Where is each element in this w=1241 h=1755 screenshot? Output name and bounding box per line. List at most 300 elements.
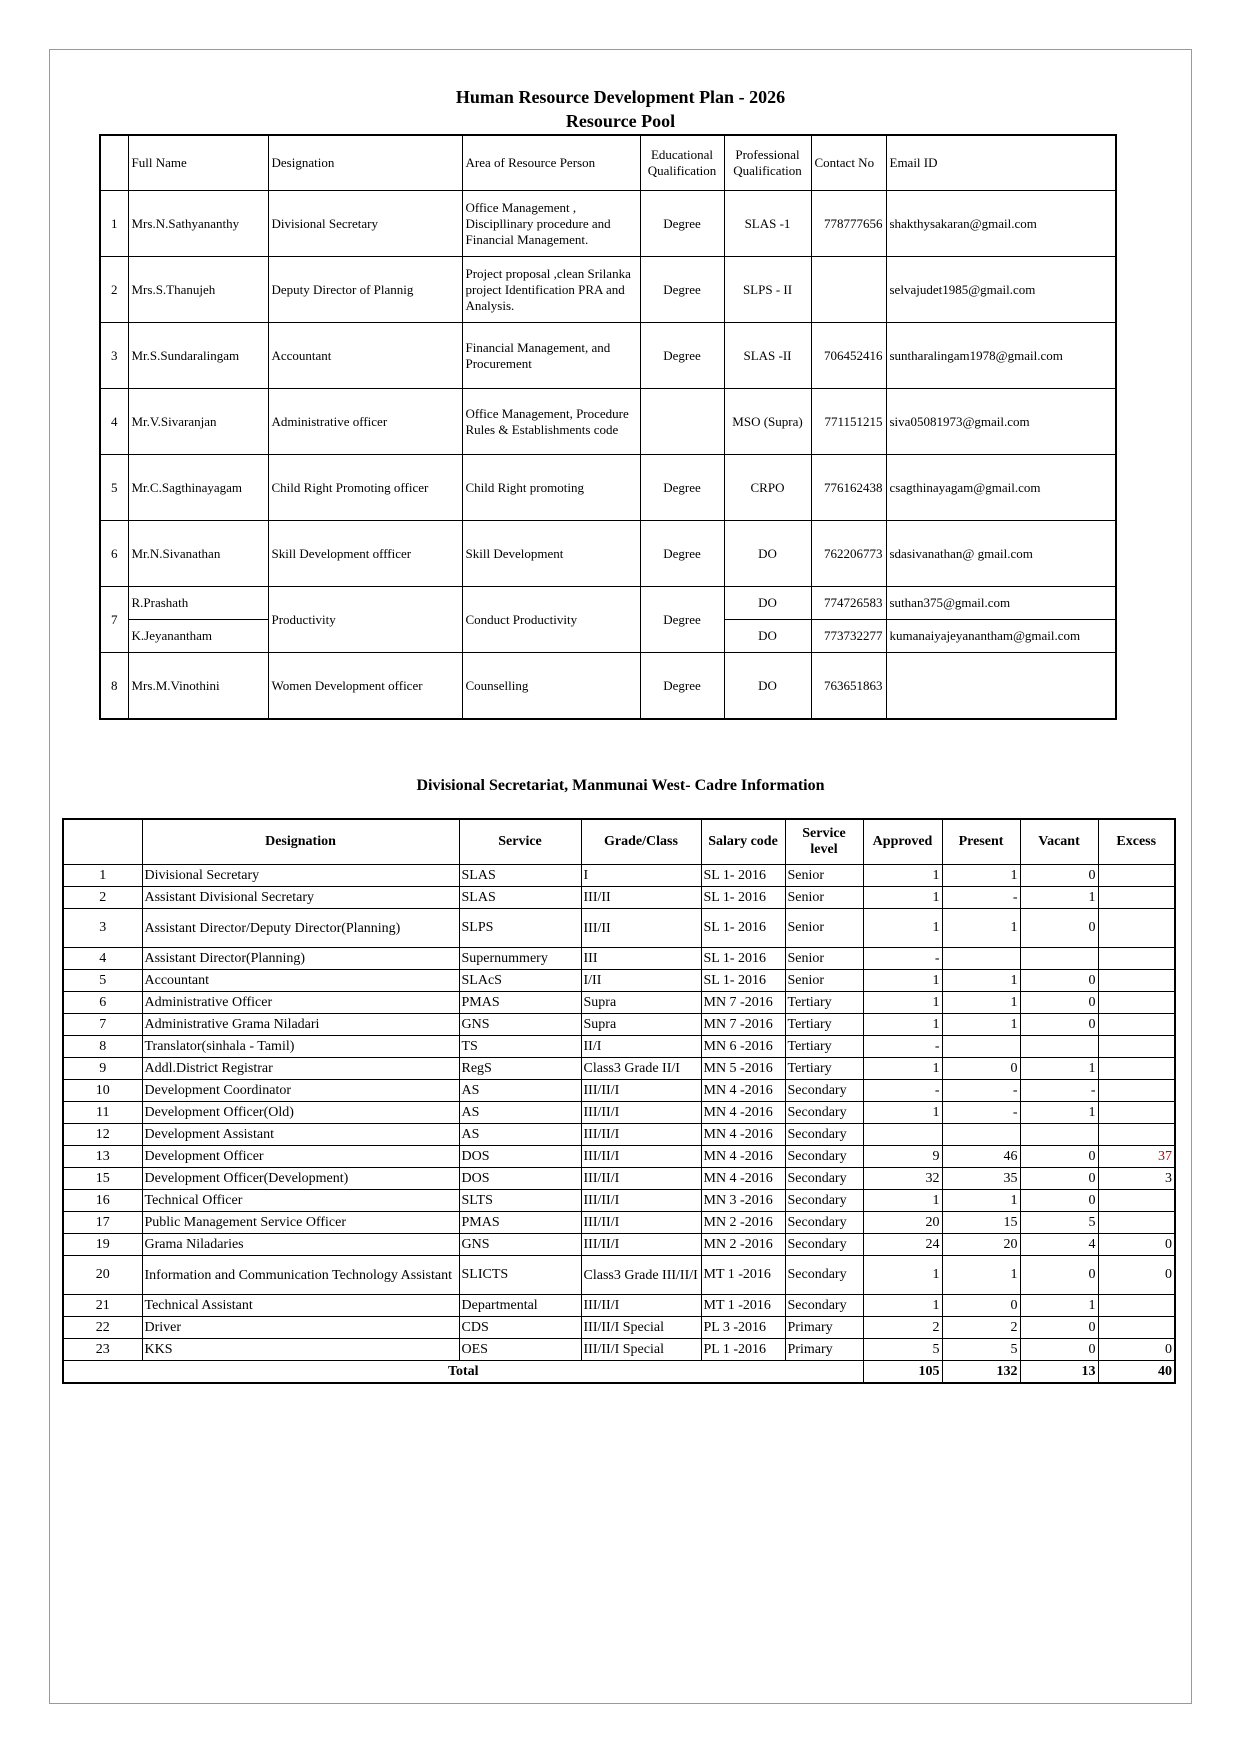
cell-contact: 762206773 [811,521,886,587]
cell-service: OES [459,1339,581,1361]
cell-salary-code: MN 4 -2016 [701,1102,785,1124]
cell-edu: Degree [640,521,724,587]
cell-name: R.Prashath [128,587,268,620]
cell-vacant: - [1020,1080,1098,1102]
cadre-row [63,1168,1175,1190]
cell-service-level: Secondary [785,1168,863,1190]
cell-present: 1 [942,970,1020,992]
cell-service-level: Senior [785,865,863,887]
cell-email: selvajudet1985@gmail.com [886,257,1116,323]
total-label: Total [63,1361,863,1384]
cadre-row [63,887,1175,909]
cell-no: 12 [63,1124,142,1146]
total-excess: 40 [1098,1361,1175,1384]
cell-approved: 1 [863,1295,942,1317]
cell-excess [1098,909,1175,948]
cell-designation: Public Management Service Officer [142,1212,459,1234]
cell-approved: 1 [863,992,942,1014]
cell-no: 1 [63,865,142,887]
cell-approved: 9 [863,1146,942,1168]
cell-vacant: 0 [1020,865,1098,887]
cell-service: GNS [459,1234,581,1256]
cell-designation: Information and Communication Technology Assistant [142,1256,459,1295]
cell-area: Conduct Productivity [462,587,640,653]
cell-prof: MSO (Supra) [724,389,811,455]
cell-name: Mr.N.Sivanathan [128,521,268,587]
document-subtitle: Resource Pool [565,111,676,131]
cell-name: Mr.S.Sundaralingam [128,323,268,389]
cell-approved: 1 [863,1190,942,1212]
cell-approved: 1 [863,909,942,948]
cell-name: Mr.C.Sagthinayagam [128,455,268,521]
cell-service-level: Senior [785,970,863,992]
cadre-row [63,1080,1175,1102]
cell-designation: Assistant Divisional Secretary [142,887,459,909]
cadre-row [63,1102,1175,1124]
total-present: 132 [942,1361,1020,1384]
cell-grade: I [581,865,701,887]
cadre-row [63,909,1175,948]
cadre-row [63,865,1175,887]
cell-no: 7 [100,587,128,653]
pool-row [100,389,1116,455]
cell-no: 20 [63,1256,142,1295]
cell-excess [1098,992,1175,1014]
cell-designation: Driver [142,1317,459,1339]
cell-salary-code: SL 1- 2016 [701,887,785,909]
cell-approved: 1 [863,970,942,992]
cell-designation: KKS [142,1339,459,1361]
cell-edu: Degree [640,455,724,521]
cadre-total-row [63,1361,1175,1384]
cell-vacant [1020,948,1098,970]
cell-service-level: Primary [785,1317,863,1339]
cell-service-level: Senior [785,909,863,948]
cell-excess [1098,1102,1175,1124]
cell-present [942,1036,1020,1058]
cadre-header-present: Present [942,819,1020,865]
cell-designation: Technical Assistant [142,1295,459,1317]
cell-no: 5 [100,455,128,521]
cadre-header-designation: Designation [142,819,459,865]
cell-approved: 1 [863,1102,942,1124]
cell-salary-code: MN 4 -2016 [701,1080,785,1102]
cell-name: Mrs.S.Thanujeh [128,257,268,323]
cell-designation: Divisional Secretary [142,865,459,887]
cell-excess [1098,948,1175,970]
cell-present: 2 [942,1317,1020,1339]
cell-no: 9 [63,1058,142,1080]
cell-service-level: Secondary [785,1295,863,1317]
cadre-table [62,818,1176,1384]
cell-no: 3 [63,909,142,948]
cell-service-level: Secondary [785,1234,863,1256]
cell-service: DOS [459,1146,581,1168]
total-vacant: 13 [1020,1361,1098,1384]
cell-no: 2 [63,887,142,909]
cell-present: 1 [942,1014,1020,1036]
cell-vacant: 0 [1020,1317,1098,1339]
cadre-row [63,1036,1175,1058]
cell-present: - [942,1102,1020,1124]
cell-excess [1098,1014,1175,1036]
resource-pool-table [99,134,1117,720]
cell-present: 1 [942,992,1020,1014]
cell-designation: Translator(sinhala - Tamil) [142,1036,459,1058]
cadre-title: Divisional Secretariat, Manmunai West- Cadre Information [416,777,825,794]
cell-vacant: 0 [1020,1014,1098,1036]
cell-service: PMAS [459,1212,581,1234]
cell-service: Supernummery [459,948,581,970]
cadre-row [63,1014,1175,1036]
cell-service-level: Senior [785,887,863,909]
cell-grade: Supra [581,992,701,1014]
pool-row [100,191,1116,257]
cell-salary-code: MN 4 -2016 [701,1146,785,1168]
cell-area: Project proposal ,clean Srilanka project Identification PRA and Analysis. [462,257,640,323]
cell-present: 0 [942,1058,1020,1080]
cell-service: GNS [459,1014,581,1036]
pool-header-contact: Contact No [811,135,886,191]
cell-no: 4 [100,389,128,455]
cell-excess [1098,1080,1175,1102]
cell-designation: Productivity [268,587,462,653]
cell-designation: Deputy Director of Plannig [268,257,462,323]
cell-present: 1 [942,1256,1020,1295]
cell-no: 4 [63,948,142,970]
pool-row-7a [100,587,1116,620]
cell-grade: III/II/I Special [581,1339,701,1361]
cell-present: 0 [942,1295,1020,1317]
cell-grade: III/II/I [581,1080,701,1102]
cadre-header-service: Service [459,819,581,865]
cell-no: 8 [100,653,128,720]
cell-edu [640,389,724,455]
document-title: Human Resource Development Plan - 2026 [455,87,786,107]
cell-no: 17 [63,1212,142,1234]
cell-service: CDS [459,1317,581,1339]
cell-contact: 776162438 [811,455,886,521]
pool-row-8 [100,653,1116,720]
cell-excess [1098,1058,1175,1080]
cell-no: 13 [63,1146,142,1168]
cell-grade: III/II/I [581,1295,701,1317]
cell-name: K.Jeyanantham [128,620,268,653]
cell-vacant: 0 [1020,1339,1098,1361]
cell-area: Skill Development [462,521,640,587]
cell-excess [1098,1124,1175,1146]
cell-designation: Development Officer(Old) [142,1102,459,1124]
cell-service: SLICTS [459,1256,581,1295]
cell-vacant: 1 [1020,1102,1098,1124]
cell-salary-code: MN 6 -2016 [701,1036,785,1058]
cell-present: 20 [942,1234,1020,1256]
cell-vacant: 0 [1020,1256,1098,1295]
cell-service-level: Secondary [785,1256,863,1295]
cell-vacant: 0 [1020,1146,1098,1168]
cell-service: PMAS [459,992,581,1014]
cell-present [942,1124,1020,1146]
cell-grade: III/II/I [581,1124,701,1146]
cell-email: suntharalingam1978@gmail.com [886,323,1116,389]
cadre-header-approved: Approved [863,819,942,865]
cell-vacant: 0 [1020,1190,1098,1212]
cell-approved: 1 [863,1014,942,1036]
cell-present: 35 [942,1168,1020,1190]
cell-excess [1098,1317,1175,1339]
cell-approved: - [863,948,942,970]
cell-grade: III/II/I [581,1190,701,1212]
cell-designation: Development Assistant [142,1124,459,1146]
cell-email: siva05081973@gmail.com [886,389,1116,455]
pool-row [100,521,1116,587]
cell-present: 1 [942,909,1020,948]
cell-designation: Technical Officer [142,1190,459,1212]
pool-row [100,455,1116,521]
cell-service: RegS [459,1058,581,1080]
pool-header-designation: Designation [268,135,462,191]
cell-designation: Accountant [268,323,462,389]
cell-service: SLPS [459,909,581,948]
cadre-row [63,1234,1175,1256]
cell-excess [1098,1190,1175,1212]
cell-excess: 3 [1098,1168,1175,1190]
cadre-row [63,1124,1175,1146]
cell-service-level: Secondary [785,1212,863,1234]
cell-approved: 5 [863,1339,942,1361]
cell-no: 11 [63,1102,142,1124]
cell-edu: Degree [640,323,724,389]
cadre-header-excess: Excess [1098,819,1175,865]
cell-service-level: Secondary [785,1146,863,1168]
cell-designation: Assistant Director(Planning) [142,948,459,970]
cell-area: Office Management, Procedure Rules & Establishments code [462,389,640,455]
cell-name: Mrs.N.Sathyananthy [128,191,268,257]
cell-approved: 1 [863,865,942,887]
cell-designation: Assistant Director/Deputy Director(Planning) [142,909,459,948]
cell-contact: 706452416 [811,323,886,389]
cell-contact: 773732277 [811,620,886,653]
cell-area: Counselling [462,653,640,720]
cell-service-level: Senior [785,948,863,970]
cell-excess [1098,1212,1175,1234]
pool-header-edu: Educational Qualification [640,135,724,191]
cell-name: Mr.V.Sivaranjan [128,389,268,455]
cell-edu: Degree [640,587,724,653]
cell-approved: 1 [863,1256,942,1295]
cell-approved: 1 [863,887,942,909]
cell-vacant: 0 [1020,1168,1098,1190]
cell-prof: DO [724,620,811,653]
cadre-row [63,1256,1175,1295]
cell-designation: Development Officer(Development) [142,1168,459,1190]
cell-name: Mrs.M.Vinothini [128,653,268,720]
cell-grade: I/II [581,970,701,992]
cell-area: Financial Management, and Procurement [462,323,640,389]
cell-salary-code: SL 1- 2016 [701,909,785,948]
pool-row [100,257,1116,323]
cell-approved: 24 [863,1234,942,1256]
cell-service: SLAS [459,865,581,887]
cell-salary-code: PL 3 -2016 [701,1317,785,1339]
pool-header-prof: Professional Qualification [724,135,811,191]
cell-grade: II/I [581,1036,701,1058]
cadre-row [63,1212,1175,1234]
cell-salary-code: MN 2 -2016 [701,1212,785,1234]
cell-present [942,948,1020,970]
cell-no: 16 [63,1190,142,1212]
cell-edu: Degree [640,191,724,257]
pool-header-email: Email ID [886,135,1116,191]
cell-email [886,653,1116,720]
cell-present: 1 [942,1190,1020,1212]
cell-prof: SLPS - II [724,257,811,323]
cell-area: Child Right promoting [462,455,640,521]
cell-service: AS [459,1124,581,1146]
cell-no: 6 [100,521,128,587]
cell-salary-code: MN 7 -2016 [701,992,785,1014]
cell-grade: Class3 Grade III/II/I [581,1256,701,1295]
cell-email: suthan375@gmail.com [886,587,1116,620]
cell-service: AS [459,1102,581,1124]
cell-prof: CRPO [724,455,811,521]
cell-edu: Degree [640,653,724,720]
cadre-row [63,1058,1175,1080]
cell-service: AS [459,1080,581,1102]
cadre-row [63,992,1175,1014]
cell-salary-code: MN 5 -2016 [701,1058,785,1080]
cell-edu: Degree [640,257,724,323]
cell-email: csagthinayagam@gmail.com [886,455,1116,521]
cell-service-level: Secondary [785,1124,863,1146]
cell-excess: 0 [1098,1234,1175,1256]
cell-approved [863,1124,942,1146]
cadre-header-level: Service level [785,819,863,865]
cell-prof: SLAS -II [724,323,811,389]
cell-present: 1 [942,865,1020,887]
cell-designation: Administrative Officer [142,992,459,1014]
cell-excess: 0 [1098,1256,1175,1295]
cell-email: sdasivanathan@ gmail.com [886,521,1116,587]
cell-contact: 771151215 [811,389,886,455]
cadre-row [63,1317,1175,1339]
cell-prof: DO [724,587,811,620]
cell-contact: 774726583 [811,587,886,620]
cell-no: 3 [100,323,128,389]
cell-email: shakthysakaran@gmail.com [886,191,1116,257]
cell-prof: DO [724,653,811,720]
cell-present: - [942,887,1020,909]
cell-excess: 0 [1098,1339,1175,1361]
cell-area: Office Management , Discipllinary procedure and Financial Management. [462,191,640,257]
cell-service-level: Tertiary [785,1036,863,1058]
cell-no: 21 [63,1295,142,1317]
cell-approved: 2 [863,1317,942,1339]
pool-header-no [100,135,128,191]
cell-vacant: 1 [1020,1058,1098,1080]
cell-designation: Women Development officer [268,653,462,720]
cell-grade: III/II/I [581,1234,701,1256]
cadre-row [63,948,1175,970]
cell-salary-code: SL 1- 2016 [701,970,785,992]
cell-no: 6 [63,992,142,1014]
cell-grade: III/II/I [581,1146,701,1168]
cell-excess [1098,887,1175,909]
cell-no: 7 [63,1014,142,1036]
cell-no: 23 [63,1339,142,1361]
cell-vacant: 0 [1020,970,1098,992]
cell-salary-code: MN 7 -2016 [701,1014,785,1036]
cell-present: 5 [942,1339,1020,1361]
cell-grade: III/II/I Special [581,1317,701,1339]
cell-approved: - [863,1036,942,1058]
cell-prof: SLAS -1 [724,191,811,257]
cell-designation: Addl.District Registrar [142,1058,459,1080]
cell-designation: Grama Niladaries [142,1234,459,1256]
cell-service-level: Secondary [785,1080,863,1102]
cell-prof: DO [724,521,811,587]
cell-designation: Development Coordinator [142,1080,459,1102]
cell-grade: III/II [581,887,701,909]
cell-salary-code: PL 1 -2016 [701,1339,785,1361]
cadre-row [63,1190,1175,1212]
cell-salary-code: MT 1 -2016 [701,1256,785,1295]
cell-salary-code: MN 4 -2016 [701,1124,785,1146]
cell-no: 19 [63,1234,142,1256]
cell-present: - [942,1080,1020,1102]
cadre-header-grade: Grade/Class [581,819,701,865]
cell-service-level: Tertiary [785,1058,863,1080]
cell-contact [811,257,886,323]
cell-service: SLAcS [459,970,581,992]
cell-no: 8 [63,1036,142,1058]
cell-excess: 37 [1098,1146,1175,1168]
cell-designation: Divisional Secretary [268,191,462,257]
cell-no: 10 [63,1080,142,1102]
cell-no: 2 [100,257,128,323]
cell-grade: III/II [581,909,701,948]
cell-designation: Skill Development offficer [268,521,462,587]
cell-approved: - [863,1080,942,1102]
cell-salary-code: SL 1- 2016 [701,948,785,970]
pool-header-row [100,135,1116,191]
cell-no: 5 [63,970,142,992]
cell-present: 46 [942,1146,1020,1168]
cell-designation: Child Right Promoting officer [268,455,462,521]
cell-salary-code: MN 2 -2016 [701,1234,785,1256]
cell-approved: 32 [863,1168,942,1190]
cadre-row [63,970,1175,992]
cell-no: 1 [100,191,128,257]
cell-excess [1098,970,1175,992]
cell-service: SLTS [459,1190,581,1212]
cell-service-level: Secondary [785,1102,863,1124]
pool-header-name: Full Name [128,135,268,191]
pool-header-area: Area of Resource Person [462,135,640,191]
cell-service: Departmental [459,1295,581,1317]
cell-grade: Class3 Grade II/I [581,1058,701,1080]
cell-contact: 763651863 [811,653,886,720]
cell-service-level: Primary [785,1339,863,1361]
cell-designation: Administrative Grama Niladari [142,1014,459,1036]
cell-designation: Accountant [142,970,459,992]
cell-vacant: 0 [1020,992,1098,1014]
cell-excess [1098,1036,1175,1058]
cell-excess [1098,1295,1175,1317]
cell-vacant [1020,1036,1098,1058]
cell-contact: 778777656 [811,191,886,257]
cell-vacant: 4 [1020,1234,1098,1256]
